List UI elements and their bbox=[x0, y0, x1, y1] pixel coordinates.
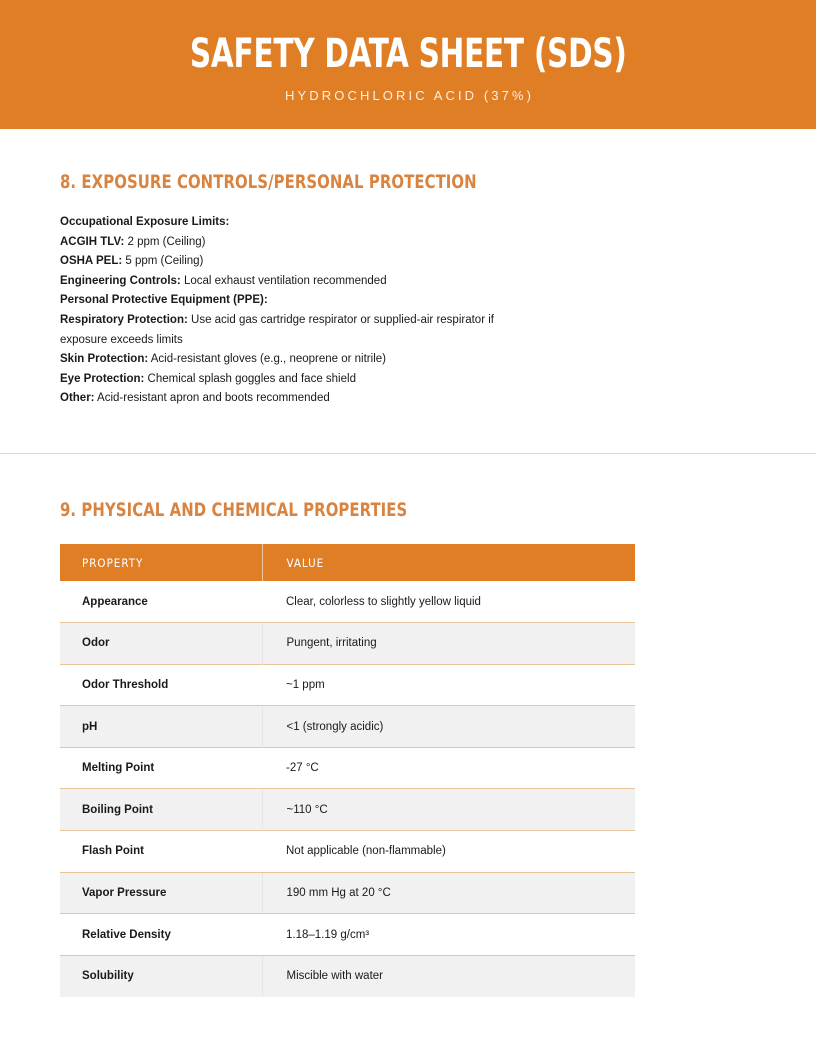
cell-property: Melting Point bbox=[60, 747, 262, 789]
exposure-line-label: Engineering Controls: bbox=[60, 274, 181, 287]
section-heading-exposure: 8. EXPOSURE CONTROLS/PERSONAL PROTECTION bbox=[60, 171, 477, 193]
exposure-line-text: Use acid gas cartridge respirator or supplied-air respirator if exposure exceeds limits bbox=[60, 313, 494, 346]
exposure-line bbox=[60, 272, 520, 292]
exposure-line bbox=[60, 213, 520, 233]
exposure-line-label: Personal Protective Equipment (PPE): bbox=[60, 294, 268, 307]
exposure-line bbox=[60, 311, 520, 350]
table-row bbox=[60, 664, 635, 706]
column-header-value: VALUE bbox=[262, 544, 635, 581]
cell-value: 190 mm Hg at 20 °C bbox=[262, 872, 635, 914]
exposure-line-label: Respiratory Protection: bbox=[60, 313, 188, 326]
exposure-line-text: Acid-resistant gloves (e.g., neoprene or nitrile) bbox=[148, 353, 386, 366]
section-exposure-controls bbox=[0, 171, 816, 409]
table-row bbox=[60, 872, 635, 914]
cell-value: Pungent, irritating bbox=[262, 623, 635, 665]
table-body bbox=[60, 581, 635, 997]
cell-value: Miscible with water bbox=[262, 955, 635, 997]
cell-value: ~1 ppm bbox=[262, 664, 635, 706]
document-subtitle: HYDROCHLORIC ACID (37%) bbox=[285, 87, 535, 103]
section-divider bbox=[0, 453, 816, 454]
table-row bbox=[60, 623, 635, 665]
cell-value: Not applicable (non-flammable) bbox=[262, 831, 635, 873]
exposure-line-text: 2 ppm (Ceiling) bbox=[124, 235, 206, 248]
table-row bbox=[60, 789, 635, 831]
cell-property: Odor bbox=[60, 623, 262, 665]
cell-property: Relative Density bbox=[60, 914, 262, 956]
exposure-line-label: ACGIH TLV: bbox=[60, 235, 125, 248]
column-header-property: PROPERTY bbox=[60, 544, 262, 581]
cell-property: Vapor Pressure bbox=[60, 872, 262, 914]
exposure-line-label: Skin Protection: bbox=[60, 353, 149, 366]
cell-value: 1.18–1.19 g/cm³ bbox=[262, 914, 635, 956]
table-row bbox=[60, 914, 635, 956]
physical-properties-table bbox=[60, 544, 635, 997]
exposure-line bbox=[60, 291, 520, 311]
table-row bbox=[60, 747, 635, 789]
table-header bbox=[60, 544, 635, 581]
table-row bbox=[60, 831, 635, 873]
cell-value: <1 (strongly acidic) bbox=[262, 706, 635, 748]
cell-property: pH bbox=[60, 706, 262, 748]
table-row bbox=[60, 955, 635, 997]
exposure-line bbox=[60, 233, 520, 253]
cell-property: Appearance bbox=[82, 595, 148, 608]
document-header-banner bbox=[0, 0, 816, 129]
table-header-row bbox=[60, 544, 635, 581]
cell-value: Clear, colorless to slightly yellow liquid bbox=[286, 595, 481, 608]
section-physical-chemical-properties bbox=[0, 499, 816, 997]
cell-property: Solubility bbox=[60, 955, 262, 997]
exposure-body-text bbox=[60, 213, 520, 409]
exposure-line-text: Chemical splash goggles and face shield bbox=[144, 372, 356, 385]
exposure-line-text: Acid-resistant apron and boots recommended bbox=[94, 392, 330, 405]
cell-property: Odor Threshold bbox=[60, 664, 262, 706]
cell-property: Flash Point bbox=[60, 831, 262, 873]
exposure-line-label: Occupational Exposure Limits: bbox=[60, 216, 230, 228]
table-row bbox=[60, 581, 635, 623]
exposure-line-text: Local exhaust ventilation recommended bbox=[180, 274, 387, 287]
exposure-line bbox=[60, 350, 520, 370]
exposure-line-label: Other: bbox=[60, 392, 95, 405]
section-heading-physical: 9. PHYSICAL AND CHEMICAL PROPERTIES bbox=[60, 499, 408, 521]
exposure-line bbox=[60, 389, 520, 409]
cell-property: Boiling Point bbox=[60, 789, 262, 831]
exposure-line-label: Eye Protection: bbox=[60, 372, 145, 385]
document-title: SAFETY DATA SHEET (SDS) bbox=[189, 30, 627, 77]
exposure-line bbox=[60, 252, 520, 272]
exposure-line-label: OSHA PEL: bbox=[60, 255, 123, 268]
exposure-line-text: 5 ppm (Ceiling) bbox=[122, 255, 204, 268]
table-row bbox=[60, 706, 635, 748]
cell-value: ~110 °C bbox=[262, 789, 635, 831]
exposure-line bbox=[60, 370, 520, 390]
cell-value: -27 °C bbox=[262, 747, 635, 789]
